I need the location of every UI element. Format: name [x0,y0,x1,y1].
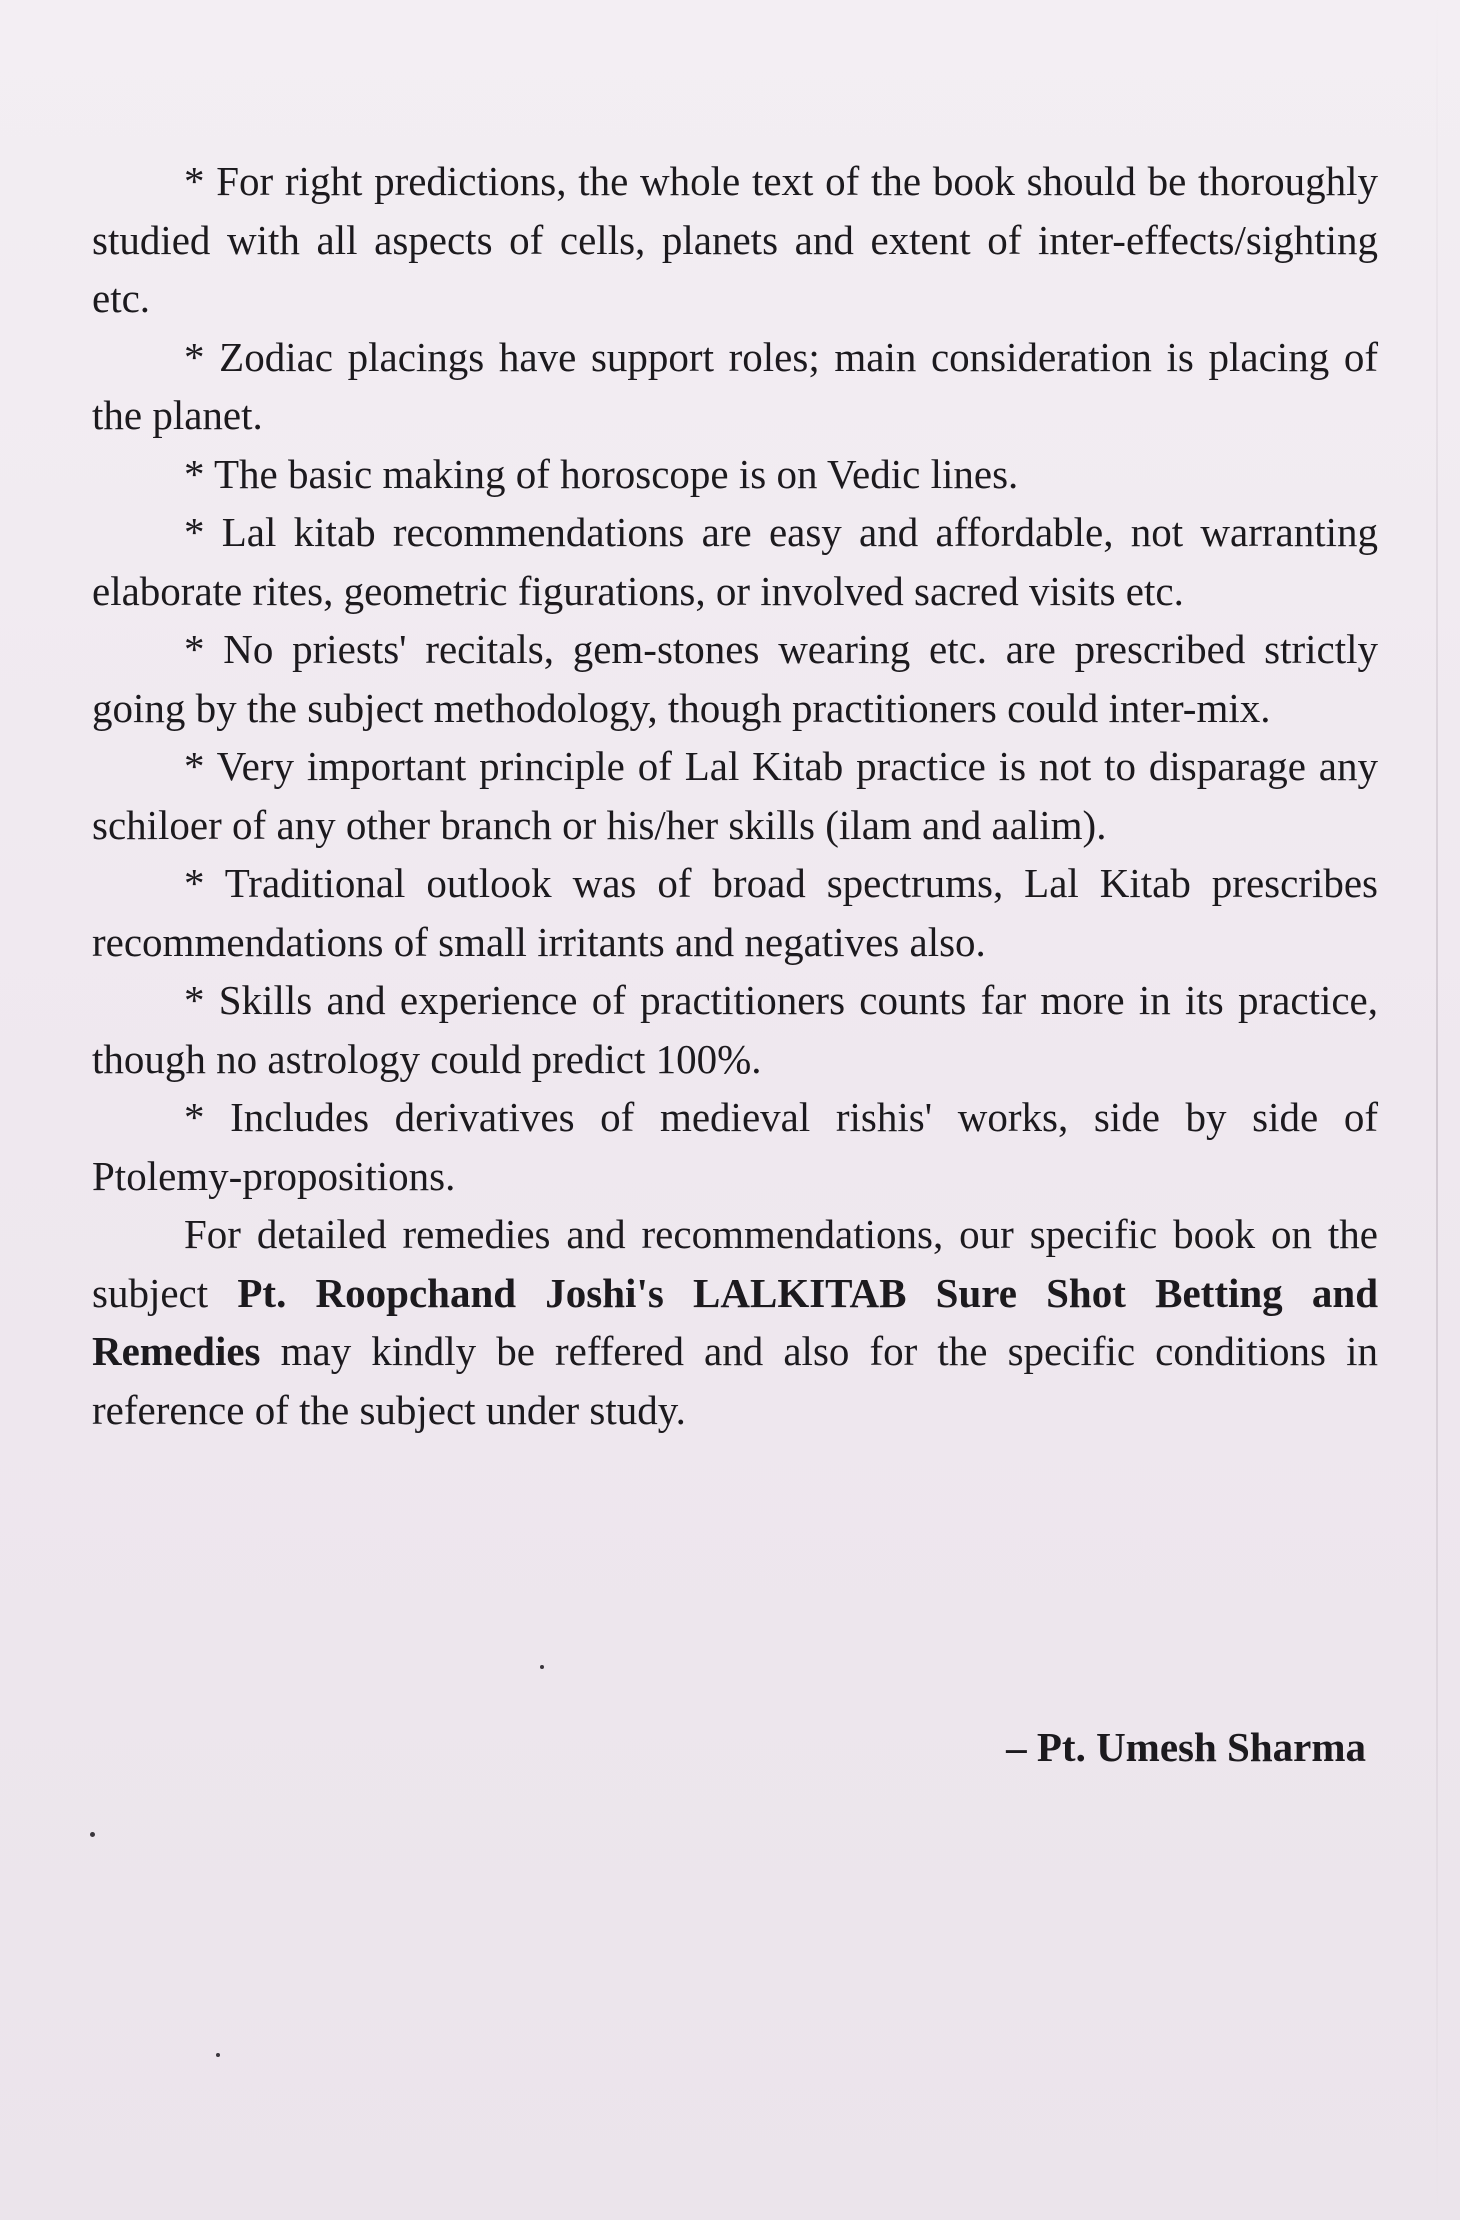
paragraph-principle: * Very important principle of Lal Kitab practice is not to disparage any schiloer of any other branch or his/her skills (ilam and aalim). [92,743,1378,848]
paragraph-predictions: * For right predictions, the whole text of the book should be thoroughly studied with all aspects of cells, planets and extent of inter-effects/sighting etc. [92,158,1378,321]
closing-text-end: may kindly be reffered and also for the specific conditions in reference of the subject under study. [92,1328,1378,1433]
closing-text-start: For detailed remedies and recommendations, our specific book on the subject [92,1211,1378,1316]
paragraph-recommendations: * Lal kitab recommendations are easy and affordable, not warranting elaborate rites, geometric figurations, or involved sacred visits etc. [92,509,1378,614]
paragraph-traditional: * Traditional outlook was of broad spectrums, Lal Kitab prescribes recommendations of small irritants and negatives also. [92,860,1378,965]
ink-speck [216,2053,220,2057]
paragraph-vedic: * The basic making of horoscope is on Vedic lines. [184,450,1019,497]
book-title: Pt. Roopchand Joshi's LALKITAB Sure Shot Betting and Remedies [92,1269,1378,1374]
ink-speck [90,1832,95,1837]
ink-speck [540,1665,544,1669]
page-edge [1436,0,1438,2220]
paragraph-priests: * No priests' recitals, gem-stones wearing etc. are prescribed strictly going by the subject methodology, though practitioners could inter-mix. [92,626,1378,731]
paragraph-zodiac: * Zodiac placings have support roles; main consideration is placing of the planet. [92,333,1378,438]
paragraph-derivatives: * Includes derivatives of medieval rishis' works, side by side of Ptolemy-propositions. [92,1094,1378,1199]
paragraph-closing [92,1205,1378,1439]
body-text [92,152,1378,1439]
paragraph-skills: * Skills and experience of practitioners counts far more in its practice, though no astrology could predict 100%. [92,977,1378,1082]
author-signature: – Pt. Umesh Sharma [1006,1724,1366,1770]
